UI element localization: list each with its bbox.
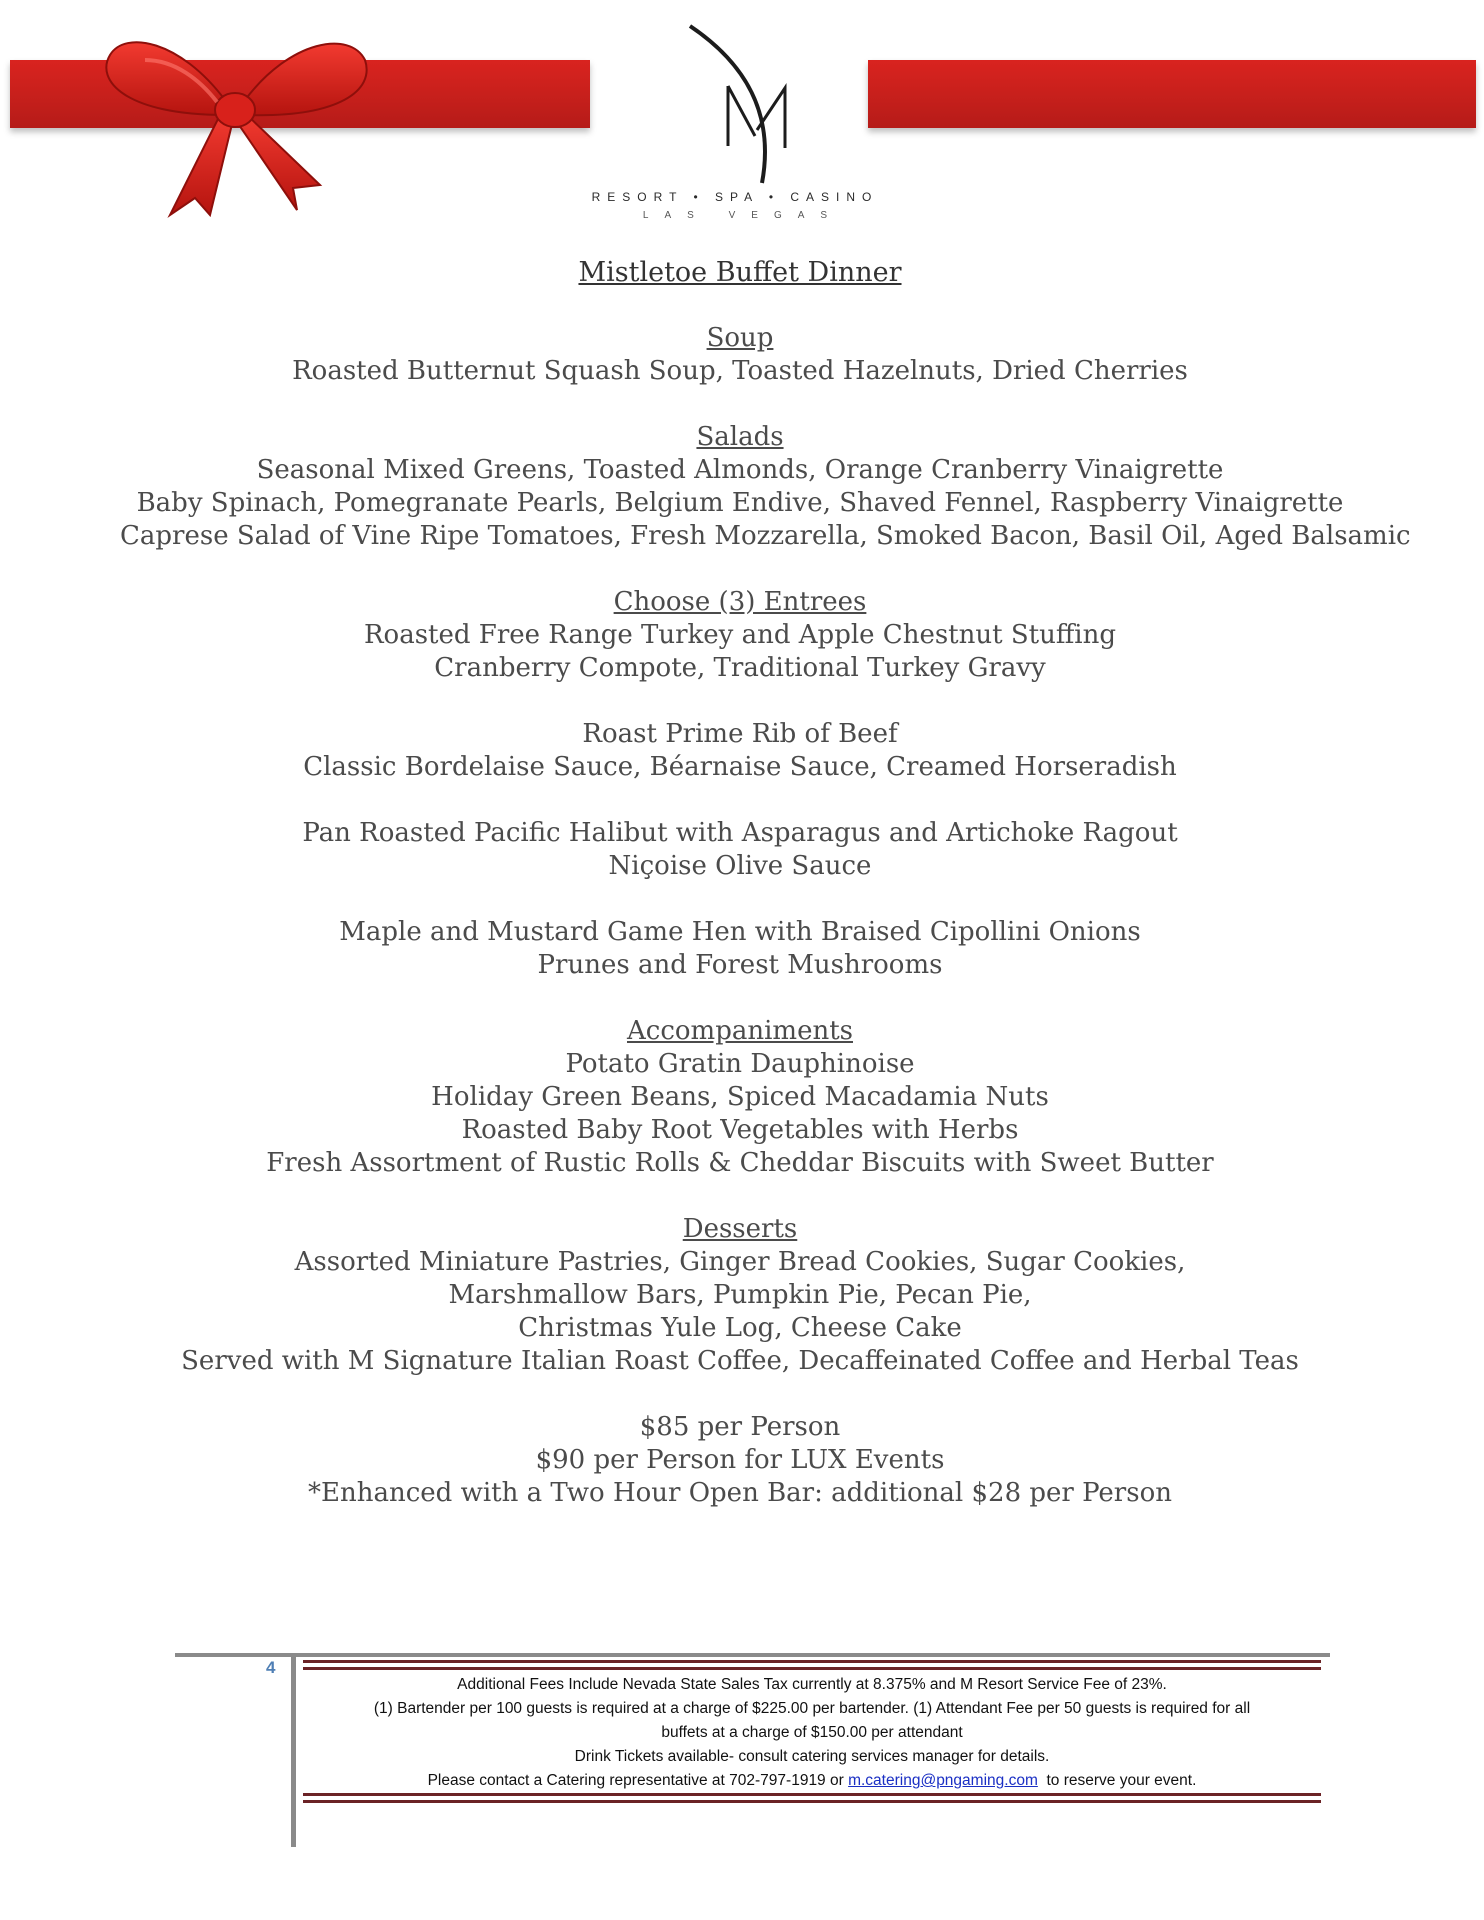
menu-title: Mistletoe Buffet Dinner: [578, 257, 902, 288]
menu-item: Prunes and Forest Mushrooms: [537, 950, 943, 980]
page-number: 4: [266, 1658, 276, 1677]
section-heading-soup: Soup: [706, 323, 774, 353]
menu-item: Niçoise Olive Sauce: [608, 851, 872, 881]
menu-item: Roast Prime Rib of Beef: [582, 719, 898, 749]
menu-item: Roasted Baby Root Vegetables with Herbs: [461, 1115, 1019, 1145]
menu-item: Baby Spinach, Pomegranate Pearls, Belgium Endive, Shaved Fennel, Raspberry Vinaigrette: [136, 488, 1344, 518]
menu-item: Marshmallow Bars, Pumpkin Pie, Pecan Pie,: [448, 1280, 1032, 1310]
price-line: $90 per Person for LUX Events: [535, 1445, 945, 1475]
menu-item: Seasonal Mixed Greens, Toasted Almonds, Orange Cranberry Vinaigrette: [256, 455, 1224, 485]
menu-item: Roasted Butternut Squash Soup, Toasted Hazelnuts, Dried Cherries: [292, 356, 1188, 386]
menu-item: Roasted Free Range Turkey and Apple Chestnut Stuffing: [363, 620, 1117, 650]
menu-item: Assorted Miniature Pastries, Ginger Bread Cookies, Sugar Cookies,: [294, 1247, 1186, 1277]
menu-item: Served with M Signature Italian Roast Coffee, Decaffeinated Coffee and Herbal Teas: [181, 1346, 1299, 1376]
ribbon-right: [868, 60, 1476, 128]
price-line: *Enhanced with a Two Hour Open Bar: additional $28 per Person: [308, 1478, 1172, 1508]
menu-body: [120, 256, 1411, 1510]
footer-rule: [175, 1653, 1330, 1657]
price-line: $85 per Person: [639, 1412, 841, 1442]
fees-line: Drink Tickets available- consult catering services manager for details.: [574, 1748, 1050, 1765]
section-heading-accompaniments: Accompaniments: [627, 1016, 853, 1046]
footer-double-rule-bottom: [303, 1793, 1321, 1803]
menu-item: Potato Gratin Dauphinoise: [565, 1049, 915, 1079]
section-heading-salads: Salads: [696, 422, 784, 452]
menu-item: Cranberry Compote, Traditional Turkey Gravy: [434, 653, 1046, 683]
section-heading-entrees: Choose (3) Entrees: [613, 587, 867, 617]
menu-item: Pan Roasted Pacific Halibut with Asparagus and Artichoke Ragout: [302, 818, 1178, 848]
logo-tagline: RESORT • SPA • CASINO: [591, 190, 879, 204]
contact-suffix: to reserve your event.: [1046, 1772, 1197, 1789]
menu-item: Caprese Salad of Vine Ripe Tomatoes, Fresh Mozzarella, Smoked Bacon, Basil Oil, Aged Balsamic: [120, 521, 1411, 551]
footer-vertical-rule: [291, 1653, 296, 1847]
fees-line: (1) Bartender per 100 guests is required at a charge of $225.00 per bartender. (1) Attendant Fee per 50 guests is required for all: [373, 1700, 1251, 1717]
gift-bow-icon: [85, 20, 385, 220]
fees-line: Additional Fees Include Nevada State Sales Tax currently at 8.375% and M Resort Service Fee of 23%.: [457, 1676, 1167, 1693]
menu-item: Fresh Assortment of Rustic Rolls & Cheddar Biscuits with Sweet Butter: [266, 1148, 1214, 1178]
resort-logo: [580, 18, 890, 238]
menu-item: Maple and Mustard Game Hen with Braised Cipollini Onions: [339, 917, 1141, 947]
logo-city: LAS VEGAS: [642, 210, 844, 221]
m-logo-mark-icon: [650, 18, 820, 188]
menu-item: Classic Bordelaise Sauce, Béarnaise Sauce, Creamed Horseradish: [303, 752, 1177, 782]
footer-double-rule-top: [303, 1660, 1321, 1670]
contact-line: [303, 1769, 1321, 1793]
menu-item: Christmas Yule Log, Cheese Cake: [518, 1313, 962, 1343]
section-heading-desserts: Desserts: [682, 1214, 798, 1244]
menu-item: Holiday Green Beans, Spiced Macadamia Nuts: [431, 1082, 1049, 1112]
contact-prefix: Please contact a Catering representative at 702-797-1919 or: [427, 1772, 844, 1789]
catering-email-link[interactable]: m.catering@pngaming.com: [848, 1772, 1038, 1789]
fees-line: buffets at a charge of $150.00 per attendant: [661, 1724, 963, 1741]
footer-fees: [303, 1673, 1321, 1793]
